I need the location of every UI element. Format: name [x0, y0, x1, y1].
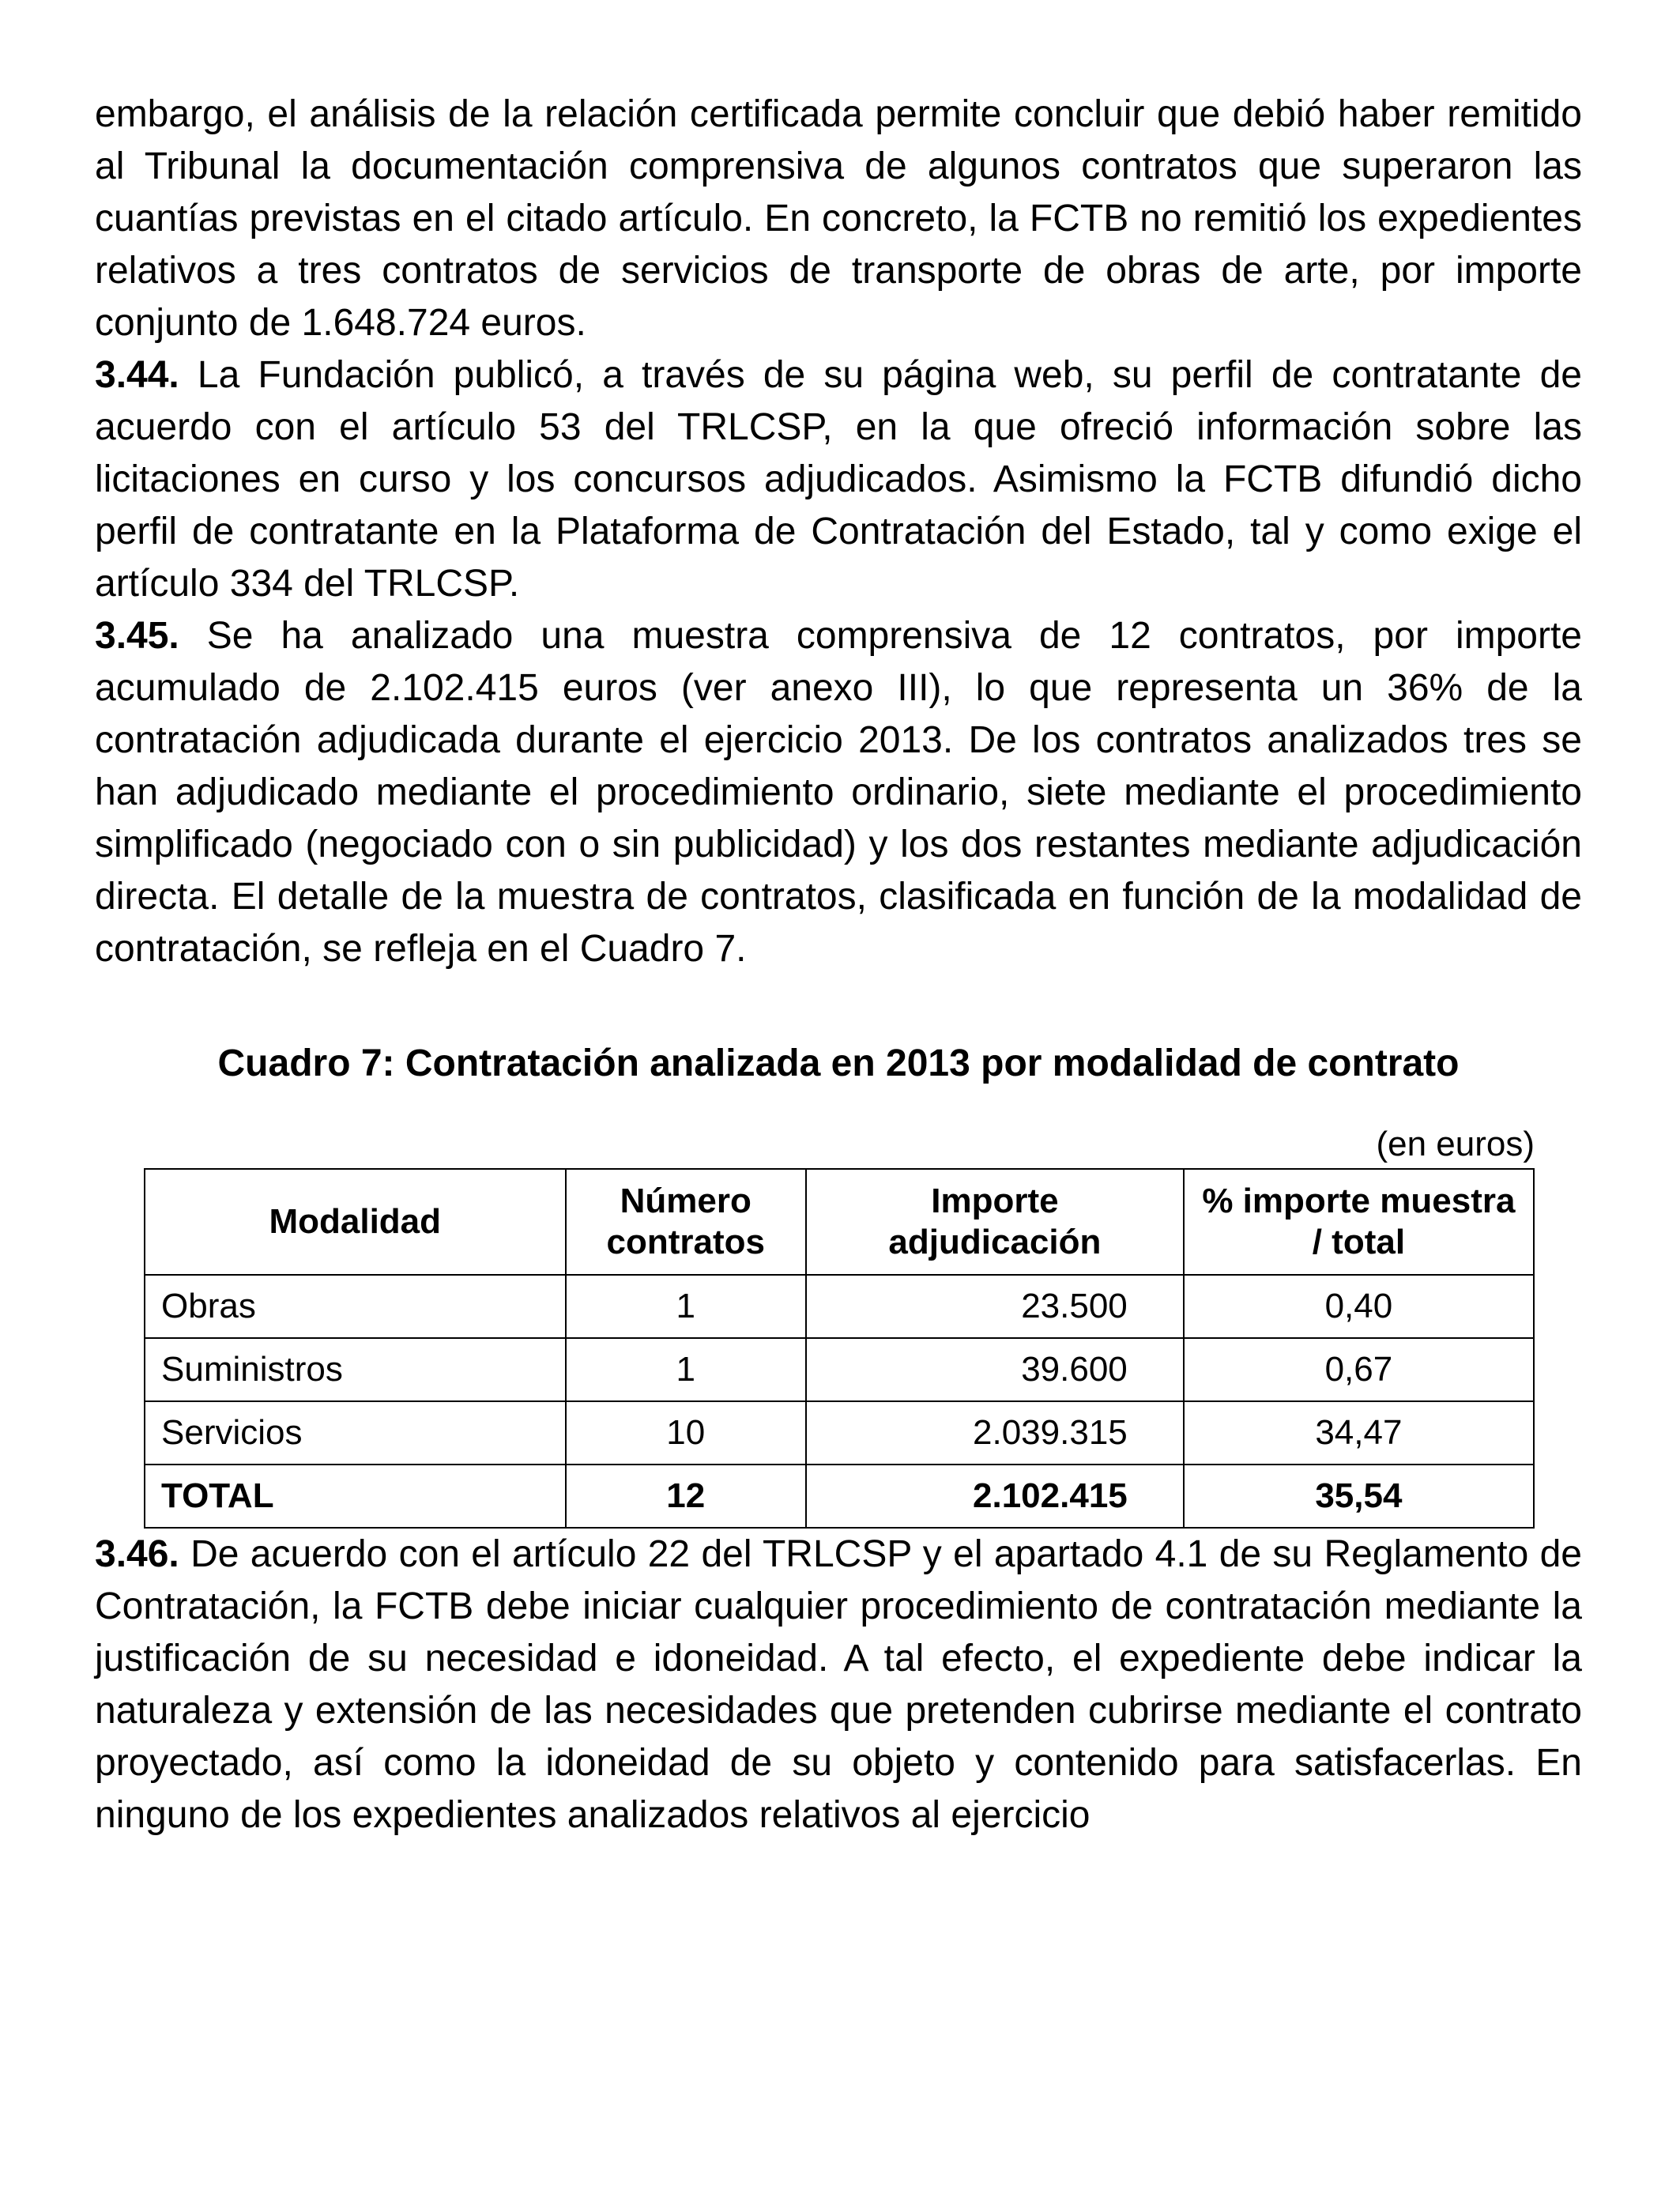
table-row-total [145, 1465, 1534, 1528]
cell-importe: 2.039.315 [806, 1401, 1184, 1465]
paragraph-3-43-continuation [95, 89, 1582, 349]
paragraph-number: 3.45. [95, 615, 179, 657]
table-title: Cuadro 7: Contratación analizada en 2013 por modalidad de contrato [217, 1042, 1460, 1084]
header-pct-importe: % importe muestra / total [1184, 1169, 1534, 1275]
header-importe-adjudicacion: Importe adjudicación [806, 1169, 1184, 1275]
cell-importe: 2.102.415 [806, 1465, 1184, 1528]
cell-modalidad: Obras [145, 1275, 566, 1338]
paragraph-text: La Fundación publicó, a través de su página web, su perfil de contratante de acuerdo con el artículo 53 del TRLCSP, en la que ofreció información sobre las licitaciones en curso y los concursos adjudicados. Asimismo la FCTB difundió dicho perfil de contratante en la Plataforma de Contratación del Estado, tal y como exige el artículo 334 del TRLCSP. [95, 354, 1582, 605]
cell-pct: 0,40 [1184, 1275, 1534, 1338]
paragraph-text: Se ha analizado una muestra comprensiva de 12 contratos, por importe acumulado de 2.102.415 euros (ver anexo III), lo que representa un 36% de la contratación adjudicada durante el ejercicio 2013. De los contratos analizados tres se han adjudicado mediante el procedimiento ordinario, siete mediante el procedimiento simplificado (negociado con o sin publicidad) y los dos restantes mediante adjudicación directa. El detalle de la muestra de contratos, clasificada en función de la modalidad de contratación, se refleja en el Cuadro 7. [95, 615, 1582, 970]
table-header-row [145, 1169, 1534, 1275]
table-row-suministros [145, 1338, 1534, 1401]
cell-pct: 34,47 [1184, 1401, 1534, 1465]
cell-pct: 0,67 [1184, 1338, 1534, 1401]
cell-importe: 23.500 [806, 1275, 1184, 1338]
paragraph-3-46 [95, 1529, 1582, 1842]
cell-importe: 39.600 [806, 1338, 1184, 1401]
paragraph-number: 3.44. [95, 354, 179, 396]
contracts-table [144, 1168, 1535, 1529]
paragraph-text: De acuerdo con el artículo 22 del TRLCSP y el apartado 4.1 de su Reglamento de Contratación, la FCTB debe iniciar cualquier procedimiento de contratación mediante la justificación de su necesidad e idoneidad. A tal efecto, el expediente debe indicar la naturaleza y extensión de las necesidades que pretenden cubrirse mediante el contrato proyectado, así como la idoneidad de su objeto y contenido para satisfacerlas. En ninguno de los expedientes analizados relativos al ejercicio [95, 1533, 1582, 1836]
cell-modalidad: Suministros [145, 1338, 566, 1401]
cell-modalidad: Servicios [145, 1401, 566, 1465]
cell-numero: 1 [566, 1275, 807, 1338]
cell-numero: 1 [566, 1338, 807, 1401]
paragraph-3-45 [95, 610, 1582, 975]
paragraph-text: embargo, el análisis de la relación certificada permite concluir que debió haber remitido al Tribunal la documentación comprensiva de algunos contratos que superaron las cuantías previstas en el citado artículo. En concreto, la FCTB no remitió los expedientes relativos a tres contratos de servicios de transporte de obras de arte, por importe conjunto de 1.648.724 euros. [95, 93, 1582, 344]
table-row-servicios [145, 1401, 1534, 1465]
cell-modalidad: TOTAL [145, 1465, 566, 1528]
document-page [95, 89, 1582, 1842]
table-row-obras [145, 1275, 1534, 1338]
cell-numero: 12 [566, 1465, 807, 1528]
paragraph-number: 3.46. [95, 1533, 179, 1575]
cell-pct: 35,54 [1184, 1465, 1534, 1528]
header-numero-contratos: Número contratos [566, 1169, 807, 1275]
paragraph-3-44 [95, 349, 1582, 610]
cell-numero: 10 [566, 1401, 807, 1465]
table-unit-note: (en euros) [1376, 1125, 1535, 1163]
header-modalidad: Modalidad [145, 1169, 566, 1275]
